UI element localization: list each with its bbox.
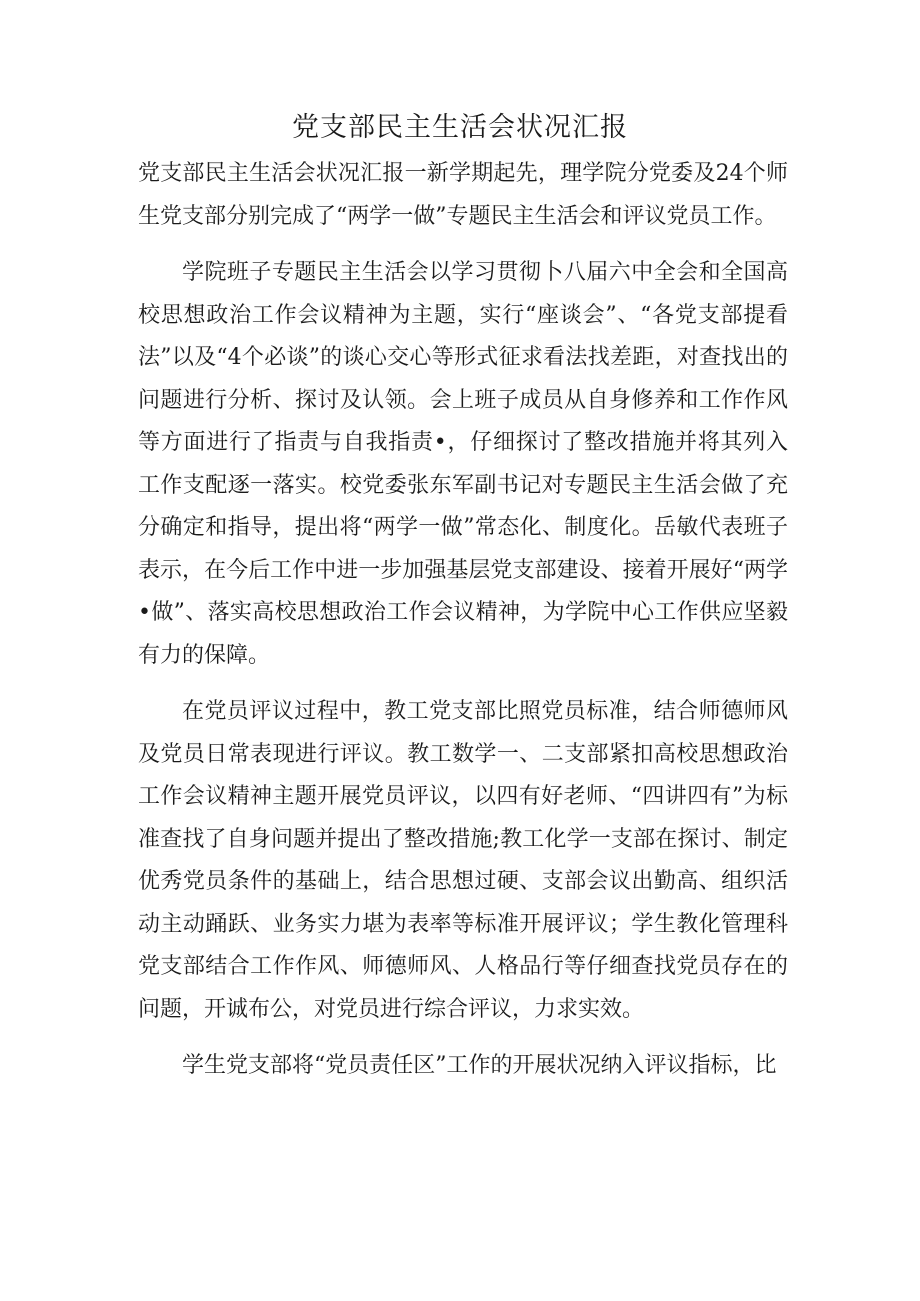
paragraph-member-evaluation: 在党员评议过程中，教工党支部比照党员标准，结合师德师风及党员日常表现进行评议。教工数学一、二支部紧扣高校思想政治工作会议精神主题开展党员评议，以四有好老师、“四讲四有”为标准查找了自身问题并提出了整改措施;教工化学一支部在探讨、制定优秀党员条件的基础上，结合思想过硬、支部会议出勤高、组织活动主动踊跃、业务实力堪为表率等标准开展评议；学生教化管理科党支部结合工作作风、师德师风、人格品行等仔细查找党员存在的问题，开诚布公，对党员进行综合评议，力求实效。 <box>138 699 788 1022</box>
paragraph-leadership-meeting: 学院班子专题民主生活会以学习贯彻卜八届六中全会和全国高校思想政治工作会议精神为主题，实行“座谈会”、“各党支部提看法”以及“4个必谈”的谈心交心等形式征求看法找差距，对查找出的问题进行分析、探讨及认领。会上班子成员从自身修养和工作作风等方面进行了指责与自我指责•，仔细探讨了整改措施并将其列入工作支配逐一落实。校党委张东军副书记对专题民主生活会做了充分确定和指导，提出将“两学一做”常态化、制度化。岳敏代表班子表示，在今后工作中进一步加强基层党支部建设、接着开展好“两学•做”、落实高校思想政治工作会议精神，为学院中心工作供应坚毅有力的保障。 <box>138 260 788 668</box>
document-title: 党支部民主生活会状况汇报 <box>292 112 628 143</box>
document-body <box>138 153 788 1088</box>
paragraph-student-branch: 学生党支部将“党员责任区”工作的开展状况纳入评议指标，比 <box>182 1053 777 1078</box>
paragraph-intro: 党支部民主生活会状况汇报一新学期起先，理学院分党委及24个师生党支部分别完成了“两学一做”专题民主生活会和评议党员工作。 <box>138 161 788 229</box>
